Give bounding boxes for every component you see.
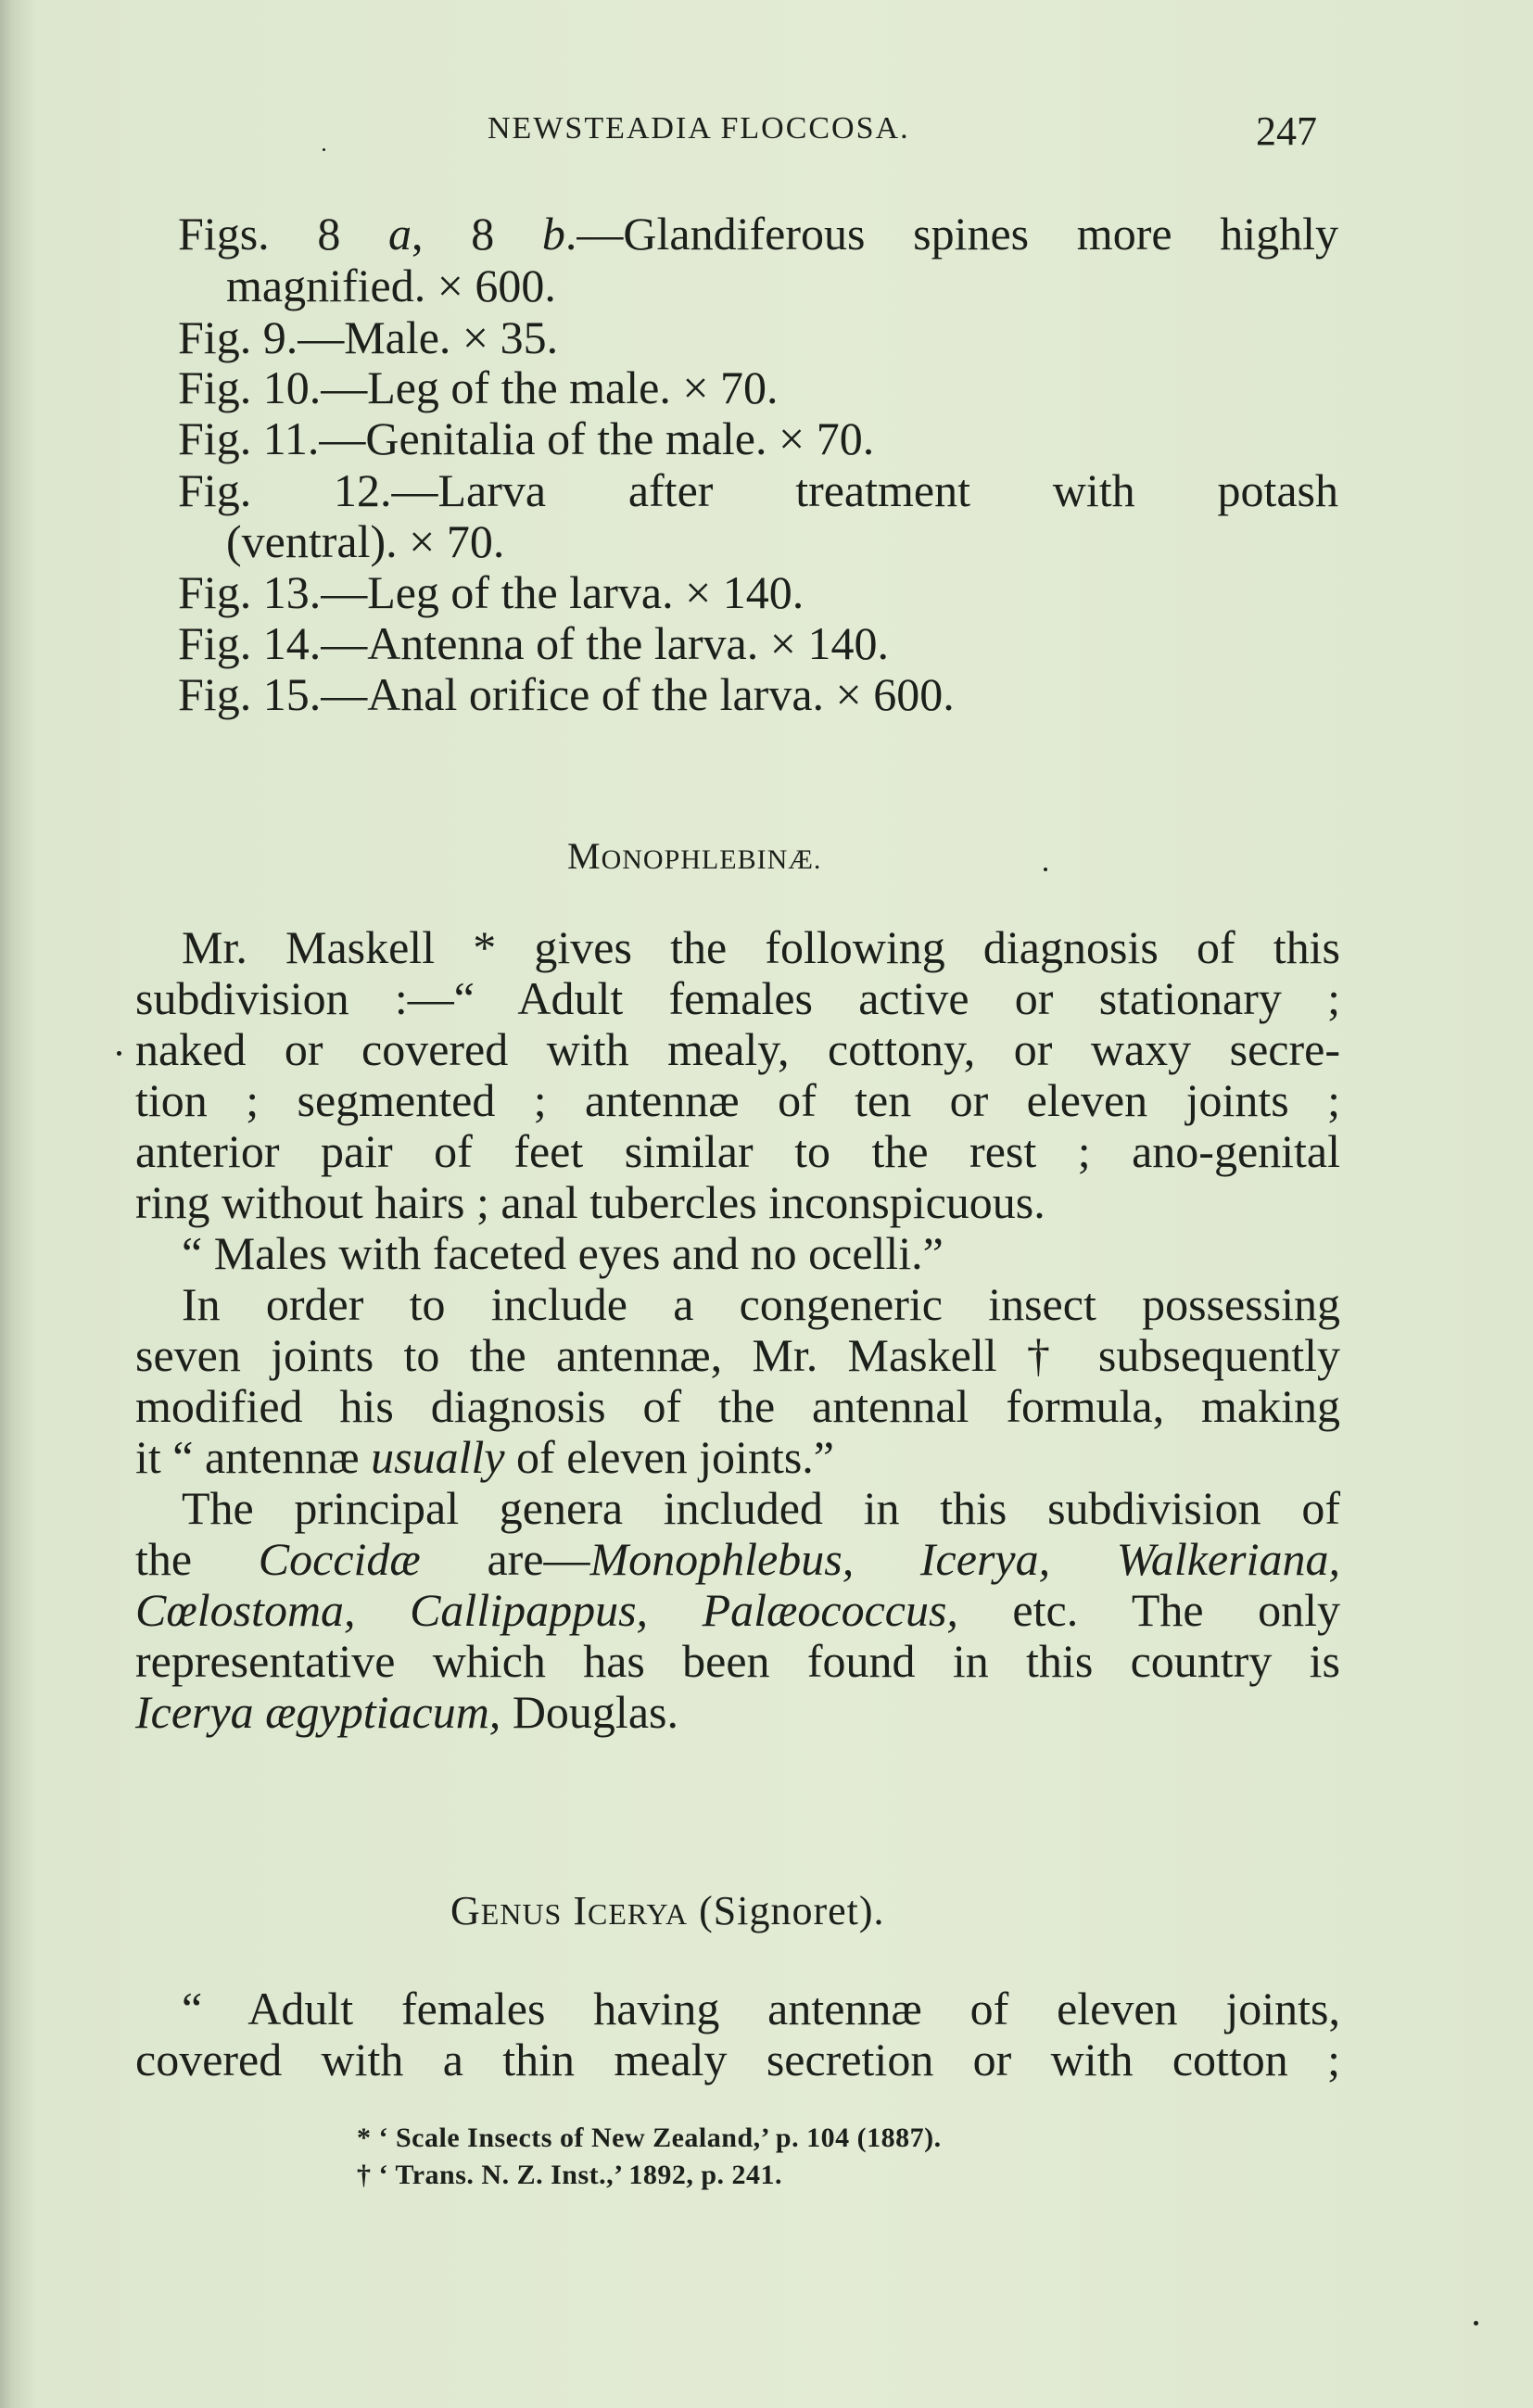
running-title: NEWSTEADIA FLOCCOSA.: [488, 111, 910, 146]
body-line: tion ; segmented ; antennæ of ten or eleven joints ;: [135, 1074, 1340, 1126]
footnote: † ‘ Trans. N. Z. Inst.,’ 1892, p. 241.: [357, 2160, 783, 2190]
section-heading-monophlebinae: MONOPHLEBINÆ.: [567, 835, 822, 877]
figure-caption-8-cont: magnified. × 600.: [226, 260, 556, 311]
body-line: naked or covered with mealy, cottony, or waxy secre-: [135, 1023, 1340, 1075]
body-line: In order to include a congeneric insect possessing: [182, 1278, 1340, 1330]
figure-caption-10: Fig. 10.—Leg of the male. × 70.: [178, 361, 779, 413]
body-line: covered with a thin mealy secretion or with cotton ;: [135, 2034, 1340, 2085]
print-speck: [1044, 868, 1047, 871]
page-number: 247: [1256, 108, 1317, 154]
body-line: anterior pair of feet similar to the rest ; ano-genital: [135, 1125, 1340, 1177]
section-heading-genus-icerya: GENUS ICERYA (Signoret).: [450, 1888, 885, 1933]
body-line: seven joints to the antennæ, Mr. Maskell † subsequently: [135, 1329, 1340, 1381]
body-line: it “ antennæ usually of eleven joints.”: [135, 1431, 834, 1483]
figure-caption-12-cont: (ventral). × 70.: [226, 515, 505, 567]
body-line: modified his diagnosis of the antennal formula, making: [135, 1380, 1340, 1432]
print-speck: [117, 1051, 121, 1056]
figure-caption-8: Figs. 8 a, 8 b.—Glandiferous spines more highly: [178, 208, 1339, 260]
footnote: * ‘ Scale Insects of New Zealand,’ p. 104 (1887).: [357, 2123, 942, 2153]
body-line: Icerya ægyptiacum, Douglas.: [135, 1686, 678, 1738]
figure-caption-15: Fig. 15.—Anal orifice of the larva. × 600.: [178, 668, 955, 720]
body-line: “ Males with faceted eyes and no ocelli.”: [182, 1227, 944, 1279]
figure-caption-11: Fig. 11.—Genitalia of the male. × 70.: [178, 412, 875, 464]
figure-caption-14: Fig. 14.—Antenna of the larva. × 140.: [178, 617, 889, 669]
body-line: representative which has been found in this country is: [135, 1635, 1340, 1687]
body-line: subdivision :—“ Adult females active or stationary ;: [135, 972, 1340, 1024]
figure-caption-13: Fig. 13.—Leg of the larva. × 140.: [178, 566, 805, 618]
figure-caption-9: Fig. 9.—Male. × 35.: [178, 311, 559, 363]
body-line: The principal genera included in this subdivision of: [182, 1482, 1340, 1534]
print-speck: [323, 148, 325, 151]
print-speck: [1474, 2321, 1478, 2326]
body-line: Cœlostoma, Callipappus, Palæococcus, etc. The only: [135, 1584, 1340, 1636]
figure-caption-12: Fig. 12.—Larva after treatment with potash: [178, 464, 1338, 516]
body-line: ring without hairs ; anal tubercles inconspicuous.: [135, 1176, 1045, 1228]
body-line: “ Adult females having antennæ of eleven joints,: [182, 1983, 1340, 2034]
body-line: the Coccidæ are—Monophlebus, Icerya, Walkeriana,: [135, 1533, 1340, 1585]
body-line: Mr. Maskell * gives the following diagnosis of this: [182, 921, 1340, 973]
